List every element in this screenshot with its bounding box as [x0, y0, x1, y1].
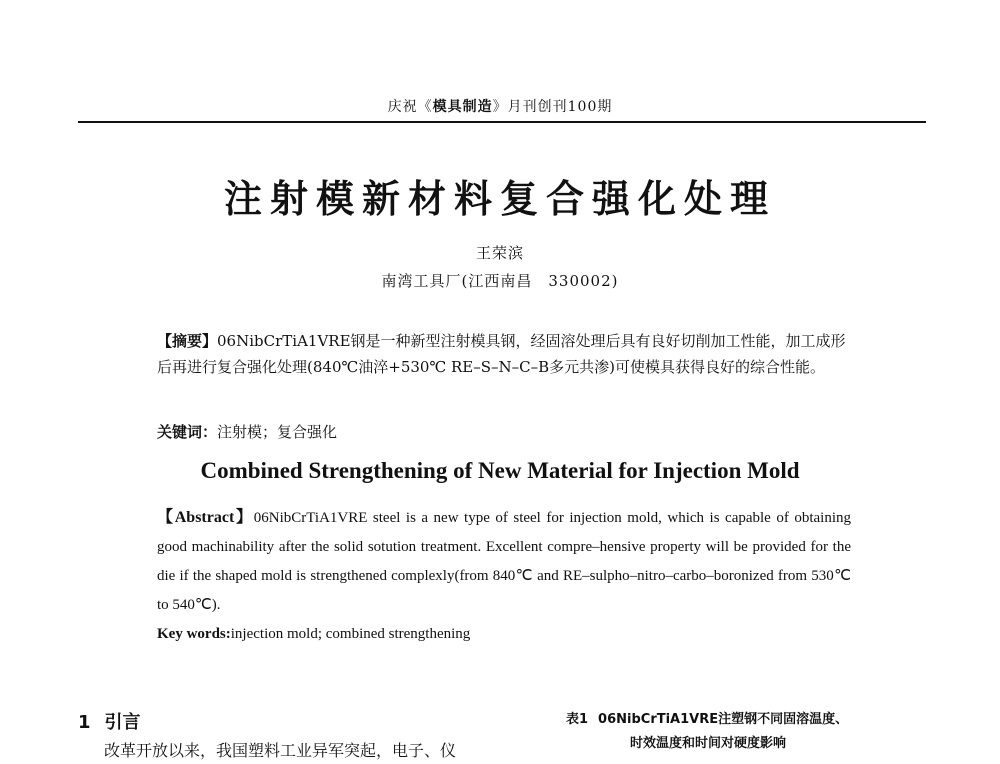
abstract-cn-label: 【摘要】 [157, 332, 218, 350]
table-number: 表1 [566, 712, 589, 727]
table-caption [566, 708, 906, 756]
abstract-cn-text: 06NibCrTiA1VRE钢是一种新型注射模具钢，经固溶处理后具有良好切削加工性能，加工成形后再进行复合强化处理(840℃油淬+530℃ RE–S–N–C–B多元共渗)可使模具获得良好的综合性能。 [157, 332, 846, 376]
table-caption-line1: 06NibCrTiA1VRE注塑钢不同固溶温度、 [598, 712, 849, 727]
paper-title-en: Combined Strengthening of New Material for Injection Mold [200, 458, 800, 483]
journal-name: 模具制造 [432, 99, 493, 115]
abstract-en-label: 【Abstract】 [157, 509, 254, 526]
keywords-en [157, 622, 857, 646]
keywords-cn-text: 注射模；复合强化 [217, 423, 338, 441]
section-body-text: 改革开放以来，我国塑料工业异军突起，电子、仪 [104, 741, 457, 760]
keywords-cn-label: 关键词： [157, 423, 218, 441]
section-heading [78, 708, 141, 734]
abstract-cn [157, 328, 857, 380]
keywords-en-text: injection mold; combined strengthening [230, 626, 471, 642]
section-title: 引言 [104, 712, 141, 733]
section-number: 1 [78, 712, 91, 733]
keywords-cn [157, 420, 857, 444]
running-header-prefix: 庆祝《 [387, 99, 433, 115]
header-rule [78, 121, 926, 123]
author-affiliation: 南湾工具厂(江西南昌 330002) [381, 272, 619, 290]
running-header-suffix: 》月刊创刊100期 [492, 99, 613, 115]
paper-title-cn: 注射模新材料复合强化处理 [223, 177, 776, 221]
table-caption-line2: 时效温度和时间对硬度影响 [630, 736, 787, 751]
running-header [0, 96, 1000, 116]
abstract-en [157, 503, 851, 620]
author-name: 王荣滨 [475, 244, 524, 262]
keywords-en-label: Key words: [157, 626, 231, 642]
abstract-en-text: 06NibCrTiA1VRE steel is a new type of steel for injection mold, which is capable of obtaining good machinability after the solid sotution treatment. Excellent compre–hensive property will be provided for the die if the shaped mold is strengthened complexly(from 840℃ and RE–sulpho–nitro–carbo–boronized from 530℃ to 540℃). [157, 510, 851, 613]
